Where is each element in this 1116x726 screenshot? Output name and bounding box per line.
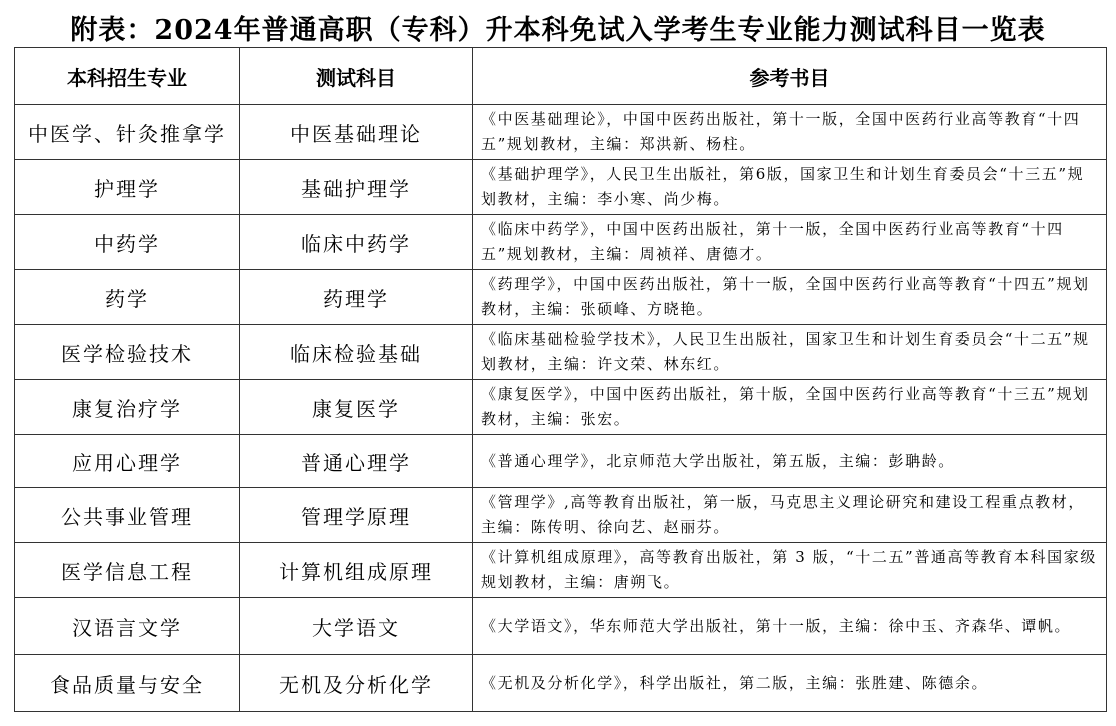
subject-cell: 临床中药学 bbox=[240, 215, 473, 270]
table-header-row bbox=[15, 48, 1107, 105]
reference-cell: 《康复医学》，中国中医药出版社，第十版，全国中医药行业高等教育“十三五”规划教材，主编：张宏。 bbox=[473, 380, 1107, 435]
subject-cell: 大学语文 bbox=[240, 598, 473, 655]
table-row bbox=[15, 105, 1107, 160]
subject-cell: 普通心理学 bbox=[240, 435, 473, 488]
major-cell: 药学 bbox=[15, 270, 240, 325]
table-row bbox=[15, 160, 1107, 215]
reference-cell: 《临床基础检验学技术》，人民卫生出版社，国家卫生和计划生育委员会“十二五”规划教材，主编：许文荣、林东红。 bbox=[473, 325, 1107, 380]
subject-cell: 无机及分析化学 bbox=[240, 655, 473, 712]
header-major: 本科招生专业 bbox=[15, 48, 240, 105]
reference-cell: 《药理学》，中国中医药出版社，第十一版，全国中医药行业高等教育“十四五”规划教材，主编：张硕峰、方晓艳。 bbox=[473, 270, 1107, 325]
subject-cell: 药理学 bbox=[240, 270, 473, 325]
reference-cell: 《中医基础理论》，中国中医药出版社，第十一版，全国中医药行业高等教育“十四五”规划教材，主编：郑洪新、杨柱。 bbox=[473, 105, 1107, 160]
reference-cell: 《基础护理学》，人民卫生出版社，第6版，国家卫生和计划生育委员会“十三五”规划教材，主编：李小寒、尚少梅。 bbox=[473, 160, 1107, 215]
subject-cell: 康复医学 bbox=[240, 380, 473, 435]
major-cell: 中药学 bbox=[15, 215, 240, 270]
reference-cell: 《无机及分析化学》，科学出版社，第二版，主编：张胜建、陈德余。 bbox=[473, 655, 1107, 712]
subject-cell: 计算机组成原理 bbox=[240, 543, 473, 598]
major-cell: 食品质量与安全 bbox=[15, 655, 240, 712]
table-row bbox=[15, 598, 1107, 655]
header-reference: 参考书目 bbox=[473, 48, 1107, 105]
header-subject: 测试科目 bbox=[240, 48, 473, 105]
document-title: 附表：2024年普通高职（专科）升本科免试入学考生专业能力测试科目一览表 bbox=[70, 15, 1046, 46]
table-row bbox=[15, 270, 1107, 325]
major-cell: 医学检验技术 bbox=[15, 325, 240, 380]
table-row bbox=[15, 488, 1107, 543]
reference-cell: 《临床中药学》，中国中医药出版社，第十一版，全国中医药行业高等教育“十四五”规划教材，主编：周祯祥、唐德才。 bbox=[473, 215, 1107, 270]
major-cell: 中医学、针灸推拿学 bbox=[15, 105, 240, 160]
subject-cell: 管理学原理 bbox=[240, 488, 473, 543]
subject-cell: 临床检验基础 bbox=[240, 325, 473, 380]
table-row bbox=[15, 325, 1107, 380]
table-row bbox=[15, 435, 1107, 488]
table-row bbox=[15, 543, 1107, 598]
subject-table bbox=[14, 47, 1107, 712]
subject-cell: 中医基础理论 bbox=[240, 105, 473, 160]
major-cell: 公共事业管理 bbox=[15, 488, 240, 543]
major-cell: 康复治疗学 bbox=[15, 380, 240, 435]
subject-cell: 基础护理学 bbox=[240, 160, 473, 215]
reference-cell: 《管理学》,高等教育出版社，第一版，马克思主义理论研究和建设工程重点教材，主编：陈传明、徐向艺、赵丽芬。 bbox=[473, 488, 1107, 543]
table-row bbox=[15, 380, 1107, 435]
reference-cell: 《计算机组成原理》，高等教育出版社，第 3 版，“十二五”普通高等教育本科国家级规划教材，主编：唐朔飞。 bbox=[473, 543, 1107, 598]
reference-cell: 《普通心理学》，北京师范大学出版社，第五版，主编：彭聃龄。 bbox=[473, 435, 1107, 488]
table-row bbox=[15, 655, 1107, 712]
major-cell: 汉语言文学 bbox=[15, 598, 240, 655]
major-cell: 医学信息工程 bbox=[15, 543, 240, 598]
table-row bbox=[15, 215, 1107, 270]
reference-cell: 《大学语文》，华东师范大学出版社，第十一版，主编：徐中玉、齐森华、谭帆。 bbox=[473, 598, 1107, 655]
major-cell: 应用心理学 bbox=[15, 435, 240, 488]
major-cell: 护理学 bbox=[15, 160, 240, 215]
